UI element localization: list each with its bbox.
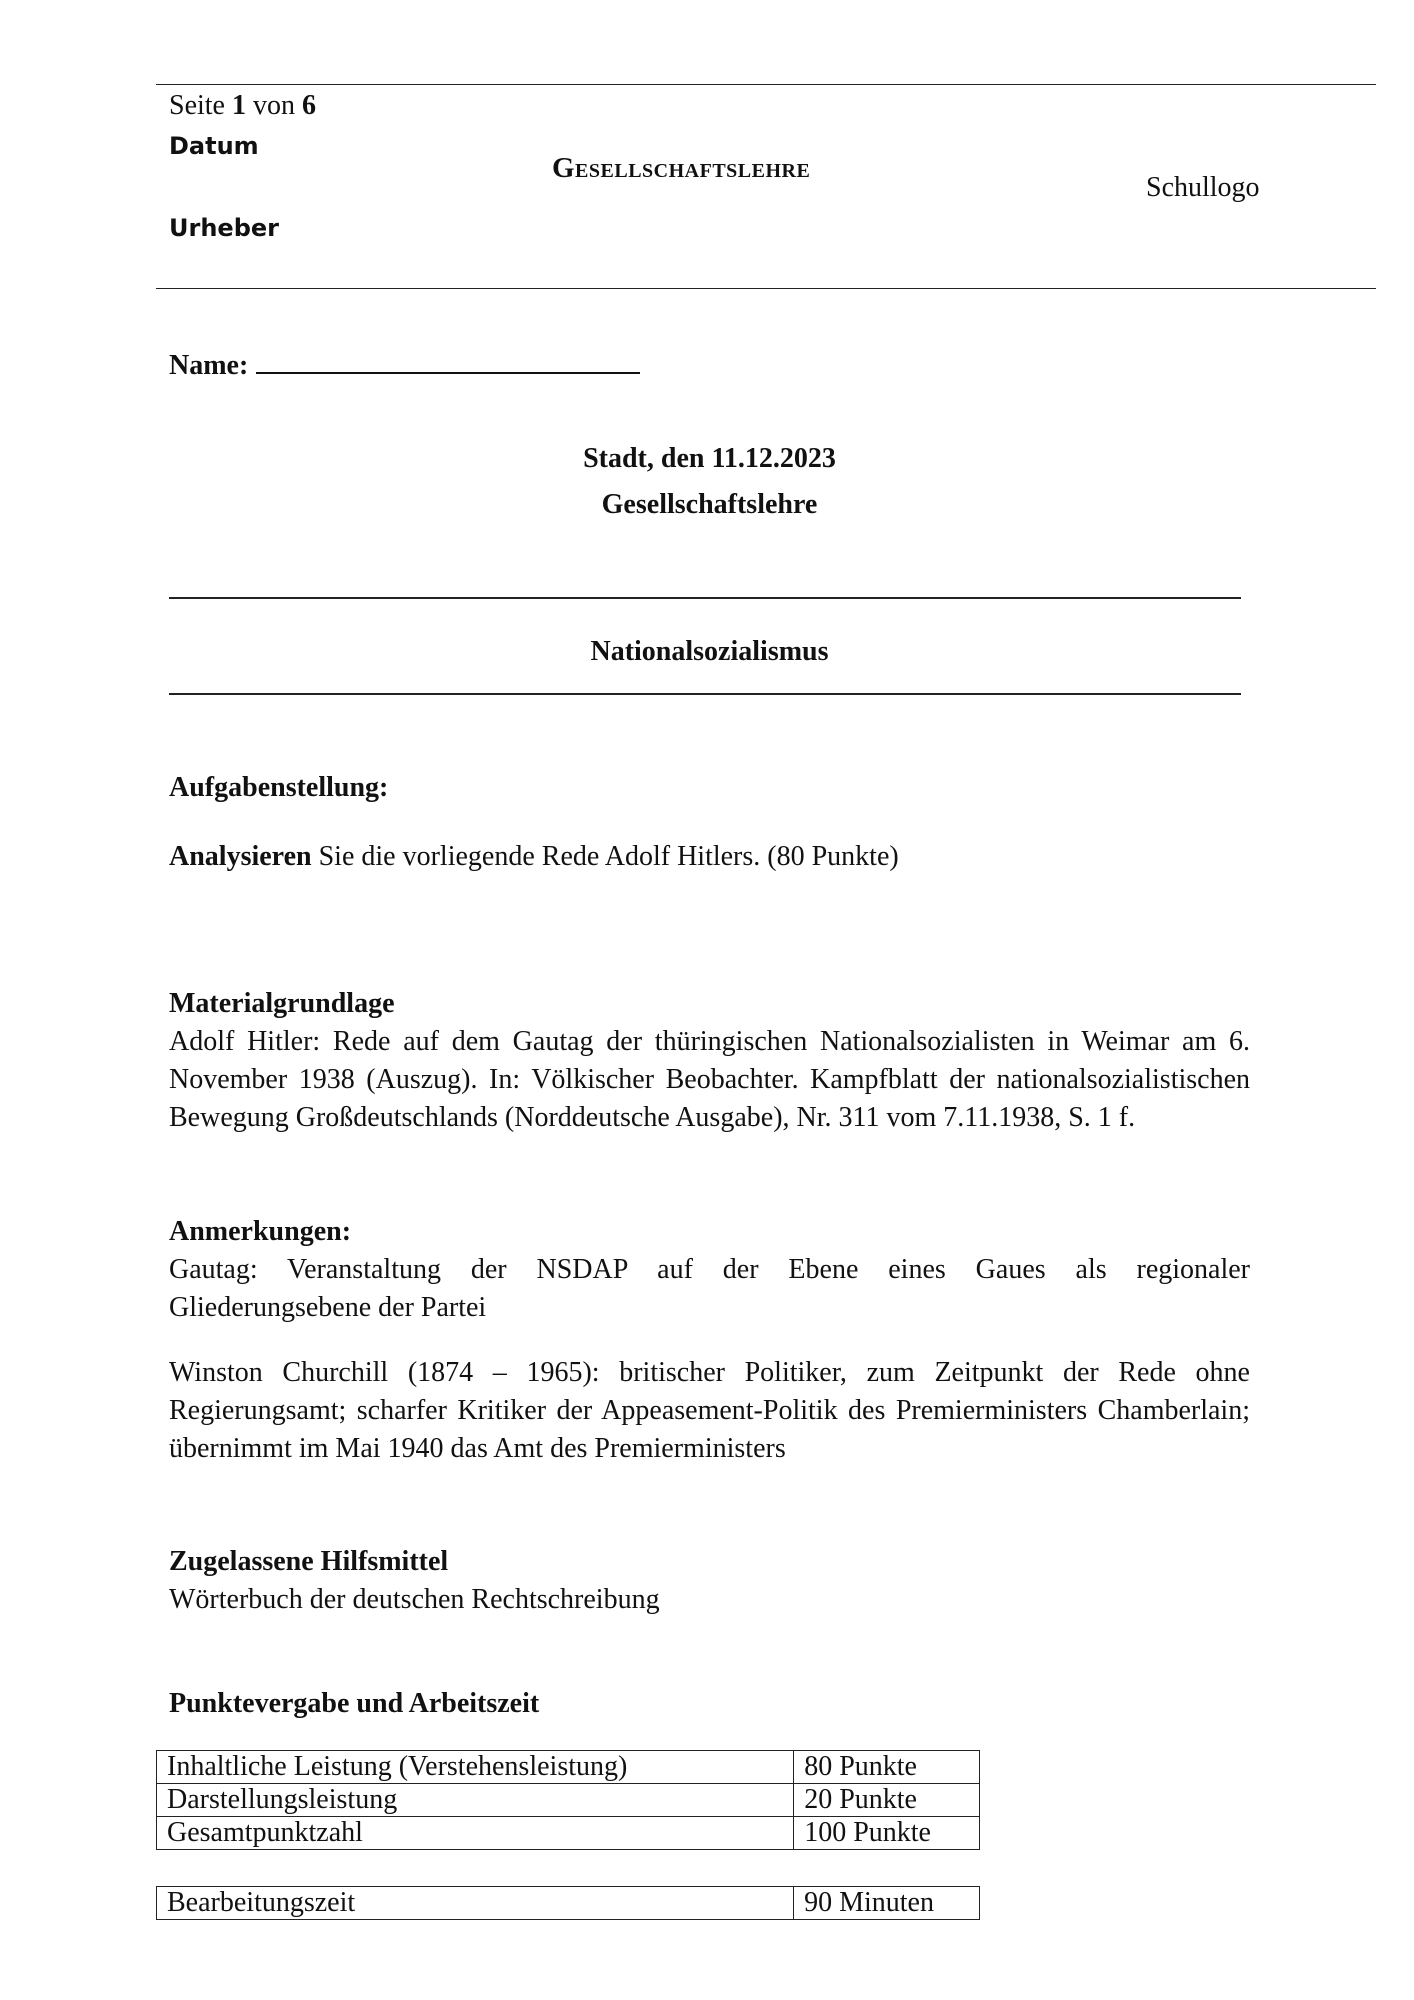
points-row-label: Inhaltliche Leistung (Verstehensleistung): [157, 1751, 794, 1784]
notes-heading: Anmerkungen:: [169, 1216, 352, 1247]
material-heading: Materialgrundlage: [169, 988, 395, 1019]
time-row-value: 90 Minuten: [794, 1887, 980, 1920]
material-body: [169, 1023, 1250, 1137]
header-bottom-rule: [156, 288, 1376, 289]
aids-heading: Zugelassene Hilfsmittel: [169, 1546, 449, 1577]
table-row: [157, 1817, 980, 1850]
topic-title: Nationalsozialismus: [590, 636, 829, 667]
page-current: 1: [232, 90, 246, 121]
notes-gautag: [169, 1251, 1250, 1327]
name-label: Name:: [169, 350, 249, 381]
notes-churchill-line-1: Winston Churchill (1874 – 1965): britischer Politiker, zum Zeitpunkt der Rede ohne: [169, 1357, 1250, 1388]
task-text: [169, 838, 899, 876]
points-row-value: 80 Punkte: [794, 1751, 980, 1784]
page-prefix: Seite: [169, 90, 225, 121]
points-table: [156, 1750, 980, 1850]
task-heading: Aufgabenstellung:: [169, 772, 389, 803]
topic-bottom-rule: [169, 693, 1241, 695]
task-verb: Analysieren: [169, 841, 312, 872]
subject-line: Gesellschaftslehre: [601, 489, 818, 520]
author-label: Urheber: [169, 214, 279, 242]
header-subject: Gesellschaftslehre: [552, 152, 811, 184]
page-indicator: [169, 88, 316, 124]
page-mid: von: [253, 90, 295, 121]
time-table: [156, 1886, 980, 1920]
notes-gautag-line-2: Gliederungsebene der Partei: [169, 1292, 487, 1323]
table-row: [157, 1784, 980, 1817]
date-label: Datum: [169, 132, 259, 160]
material-line-2: November 1938 (Auszug). In: Völkischer Beobachter. Kampfblatt der nationalsozialistischen: [169, 1064, 1250, 1095]
material-line-1: Adolf Hitler: Rede auf dem Gautag der thüringischen Nationalsozialisten in Weimar am 6.: [169, 1026, 1250, 1057]
school-logo-placeholder: Schullogo: [1146, 172, 1260, 203]
notes-gautag-line-1: Gautag: Veranstaltung der NSDAP auf der Ebene eines Gaues als regionaler: [169, 1254, 1250, 1285]
page-total: 6: [302, 90, 316, 121]
time-row-label: Bearbeitungszeit: [157, 1887, 794, 1920]
task-body: Sie die vorliegende Rede Adolf Hitlers. (80 Punkte): [311, 841, 899, 872]
points-row-value: 20 Punkte: [794, 1784, 980, 1817]
notes-churchill-line-2: Regierungsamt; scharfer Kritiker der Appeasement-Politik des Premierministers Chamberlain;: [169, 1395, 1250, 1426]
material-line-3: Bewegung Großdeutschlands (Norddeutsche Ausgabe), Nr. 311 vom 7.11.1938, S. 1 f.: [169, 1102, 1136, 1133]
date-line: Stadt, den 11.12.2023: [583, 443, 836, 474]
header-top-rule: [156, 84, 1376, 85]
points-row-label: Gesamtpunktzahl: [157, 1817, 794, 1850]
aids-text: Wörterbuch der deutschen Rechtschreibung: [169, 1584, 660, 1615]
table-row: [157, 1887, 980, 1920]
topic-top-rule: [169, 597, 1241, 599]
points-heading: Punktevergabe und Arbeitszeit: [169, 1688, 540, 1719]
name-blank-line: [256, 344, 640, 374]
notes-churchill: [169, 1354, 1250, 1468]
notes-churchill-line-3: übernimmt im Mai 1940 das Amt des Premierministers: [169, 1433, 786, 1464]
name-field: [169, 344, 640, 385]
points-row-value: 100 Punkte: [794, 1817, 980, 1850]
points-row-label: Darstellungsleistung: [157, 1784, 794, 1817]
table-row: [157, 1751, 980, 1784]
